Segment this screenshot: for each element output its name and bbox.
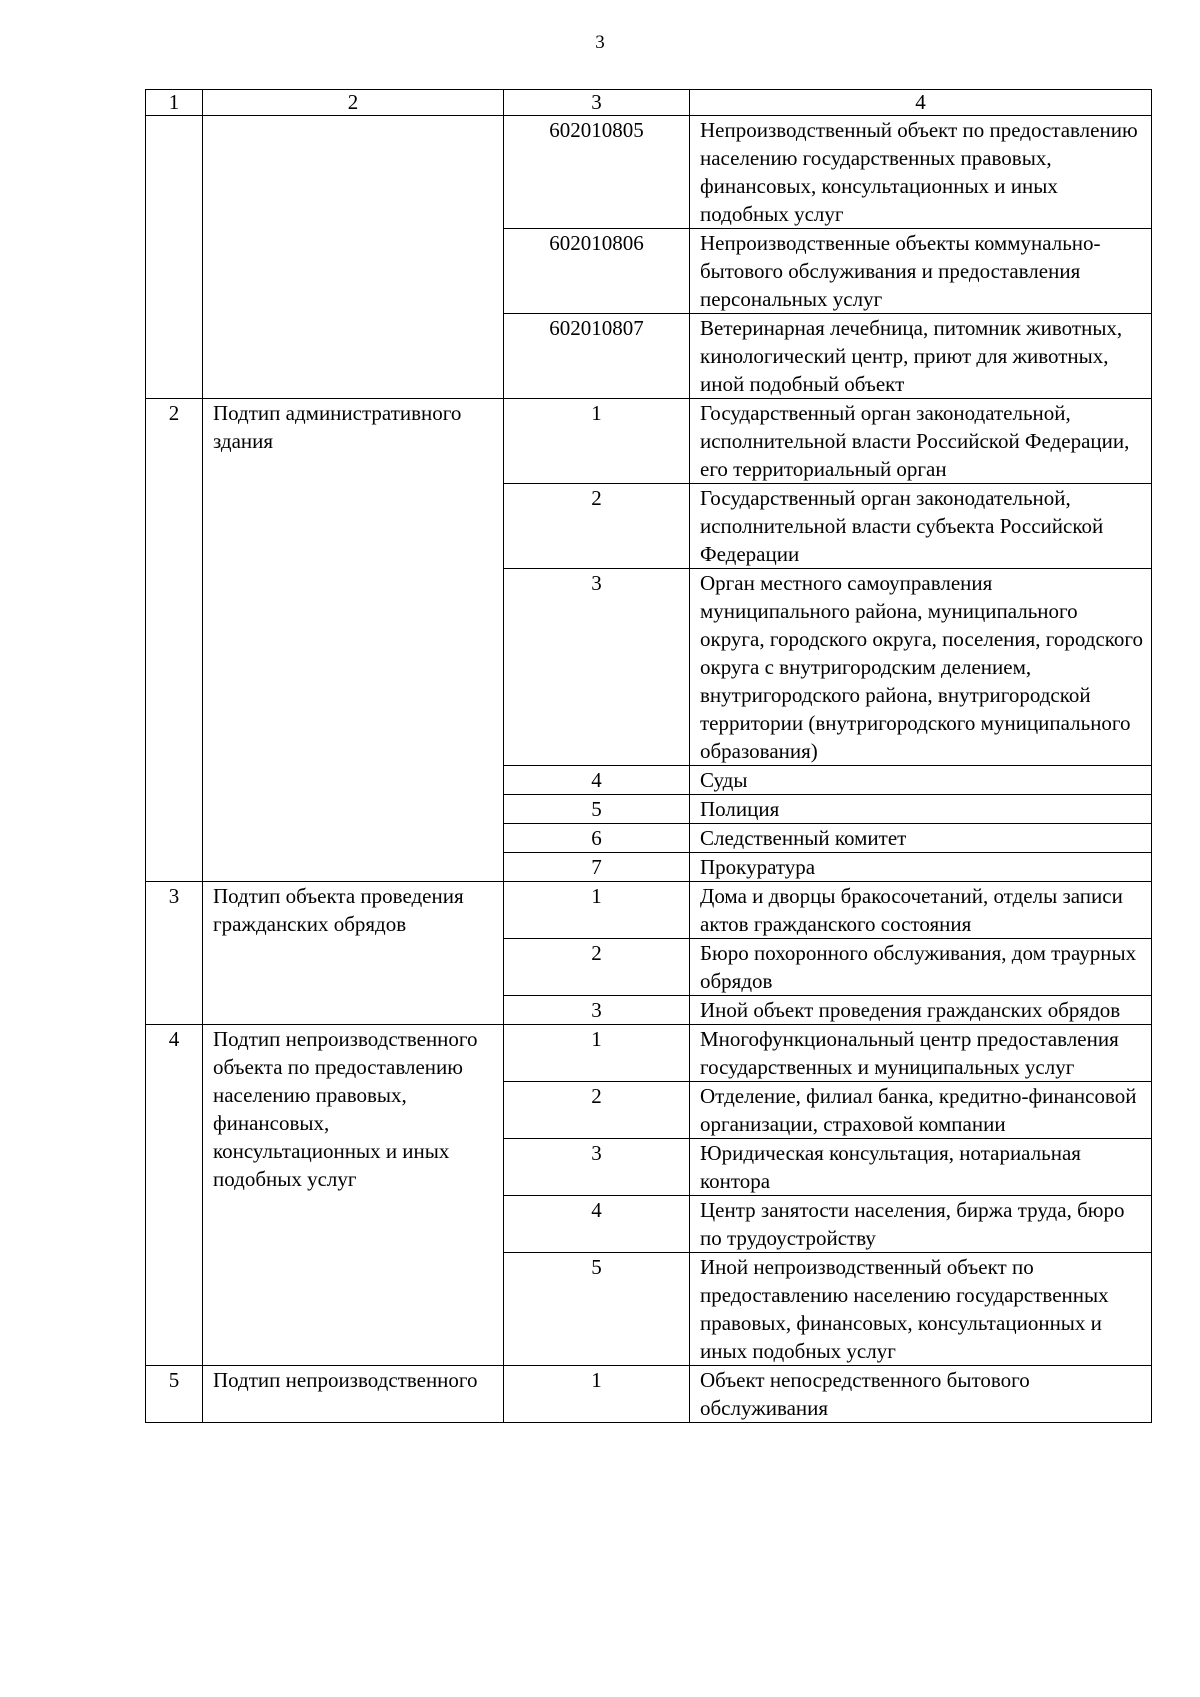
- column-header: 3: [504, 90, 690, 116]
- classification-table: [145, 89, 1152, 1423]
- table-row: [146, 116, 1152, 229]
- code-cell: 1: [504, 1025, 690, 1082]
- description-cell: Иной объект проведения гражданских обрядов: [690, 996, 1152, 1025]
- description-cell: Орган местного самоуправления муниципального района, муниципального округа, городского округа, поселения, городского округа с внутригородским делением, внутригородского района, внутригородской территории (внутригородского муниципального образования): [690, 569, 1152, 766]
- subtype-cell: Подтип объекта проведения гражданских обрядов: [203, 882, 504, 1025]
- group-number-cell: 5: [146, 1366, 203, 1423]
- description-cell: Прокуратура: [690, 853, 1152, 882]
- subtype-cell: Подтип административного здания: [203, 399, 504, 882]
- code-cell: 4: [504, 1196, 690, 1253]
- description-cell: Непроизводственный объект по предоставлению населению государственных правовых, финансовых, консультационных и иных подобных услуг: [690, 116, 1152, 229]
- description-cell: Суды: [690, 766, 1152, 795]
- subtype-cell: Подтип непроизводственного: [203, 1366, 504, 1423]
- code-cell: 3: [504, 569, 690, 766]
- description-cell: Следственный комитет: [690, 824, 1152, 853]
- description-cell: Непроизводственные объекты коммунально-бытового обслуживания и предоставления персональных услуг: [690, 229, 1152, 314]
- code-cell: 2: [504, 939, 690, 996]
- code-cell: 2: [504, 1082, 690, 1139]
- subtype-cell: Подтип непроизводственного объекта по предоставлению населению правовых, финансовых, консультационных и иных подобных услуг: [203, 1025, 504, 1366]
- description-cell: Центр занятости населения, биржа труда, бюро по трудоустройству: [690, 1196, 1152, 1253]
- description-cell: Полиция: [690, 795, 1152, 824]
- code-cell: 602010805: [504, 116, 690, 229]
- column-header: 2: [203, 90, 504, 116]
- description-cell: Дома и дворцы бракосочетаний, отделы записи актов гражданского состояния: [690, 882, 1152, 939]
- code-cell: 7: [504, 853, 690, 882]
- group-number-cell: 3: [146, 882, 203, 1025]
- code-cell: 4: [504, 766, 690, 795]
- code-cell: 5: [504, 1253, 690, 1366]
- code-cell: 602010806: [504, 229, 690, 314]
- description-cell: Юридическая консультация, нотариальная контора: [690, 1139, 1152, 1196]
- description-cell: Ветеринарная лечебница, питомник животных, кинологический центр, приют для животных, иной подобный объект: [690, 314, 1152, 399]
- description-cell: Бюро похоронного обслуживания, дом траурных обрядов: [690, 939, 1152, 996]
- subtype-cell: [203, 116, 504, 399]
- code-cell: 1: [504, 882, 690, 939]
- description-cell: Государственный орган законодательной, исполнительной власти Российской Федерации, его территориальный орган: [690, 399, 1152, 484]
- table-row: [146, 1366, 1152, 1423]
- code-cell: 3: [504, 1139, 690, 1196]
- code-cell: 6: [504, 824, 690, 853]
- table-row: [146, 882, 1152, 939]
- column-header: 4: [690, 90, 1152, 116]
- description-cell: Многофункциональный центр предоставления государственных и муниципальных услуг: [690, 1025, 1152, 1082]
- group-number-cell: 4: [146, 1025, 203, 1366]
- description-cell: Объект непосредственного бытового обслуживания: [690, 1366, 1152, 1423]
- group-number-cell: 2: [146, 399, 203, 882]
- group-number-cell: [146, 116, 203, 399]
- code-cell: 1: [504, 399, 690, 484]
- description-cell: Отделение, филиал банка, кредитно-финансовой организации, страховой компании: [690, 1082, 1152, 1139]
- page-number: 3: [595, 32, 605, 53]
- description-cell: Иной непроизводственный объект по предоставлению населению государственных правовых, финансовых, консультационных и иных подобных услуг: [690, 1253, 1152, 1366]
- table-header-row: [146, 90, 1152, 116]
- code-cell: 5: [504, 795, 690, 824]
- table-row: [146, 1025, 1152, 1082]
- code-cell: 602010807: [504, 314, 690, 399]
- code-cell: 2: [504, 484, 690, 569]
- column-header: 1: [146, 90, 203, 116]
- code-cell: 1: [504, 1366, 690, 1423]
- description-cell: Государственный орган законодательной, исполнительной власти субъекта Российской Федерации: [690, 484, 1152, 569]
- code-cell: 3: [504, 996, 690, 1025]
- table-row: [146, 399, 1152, 484]
